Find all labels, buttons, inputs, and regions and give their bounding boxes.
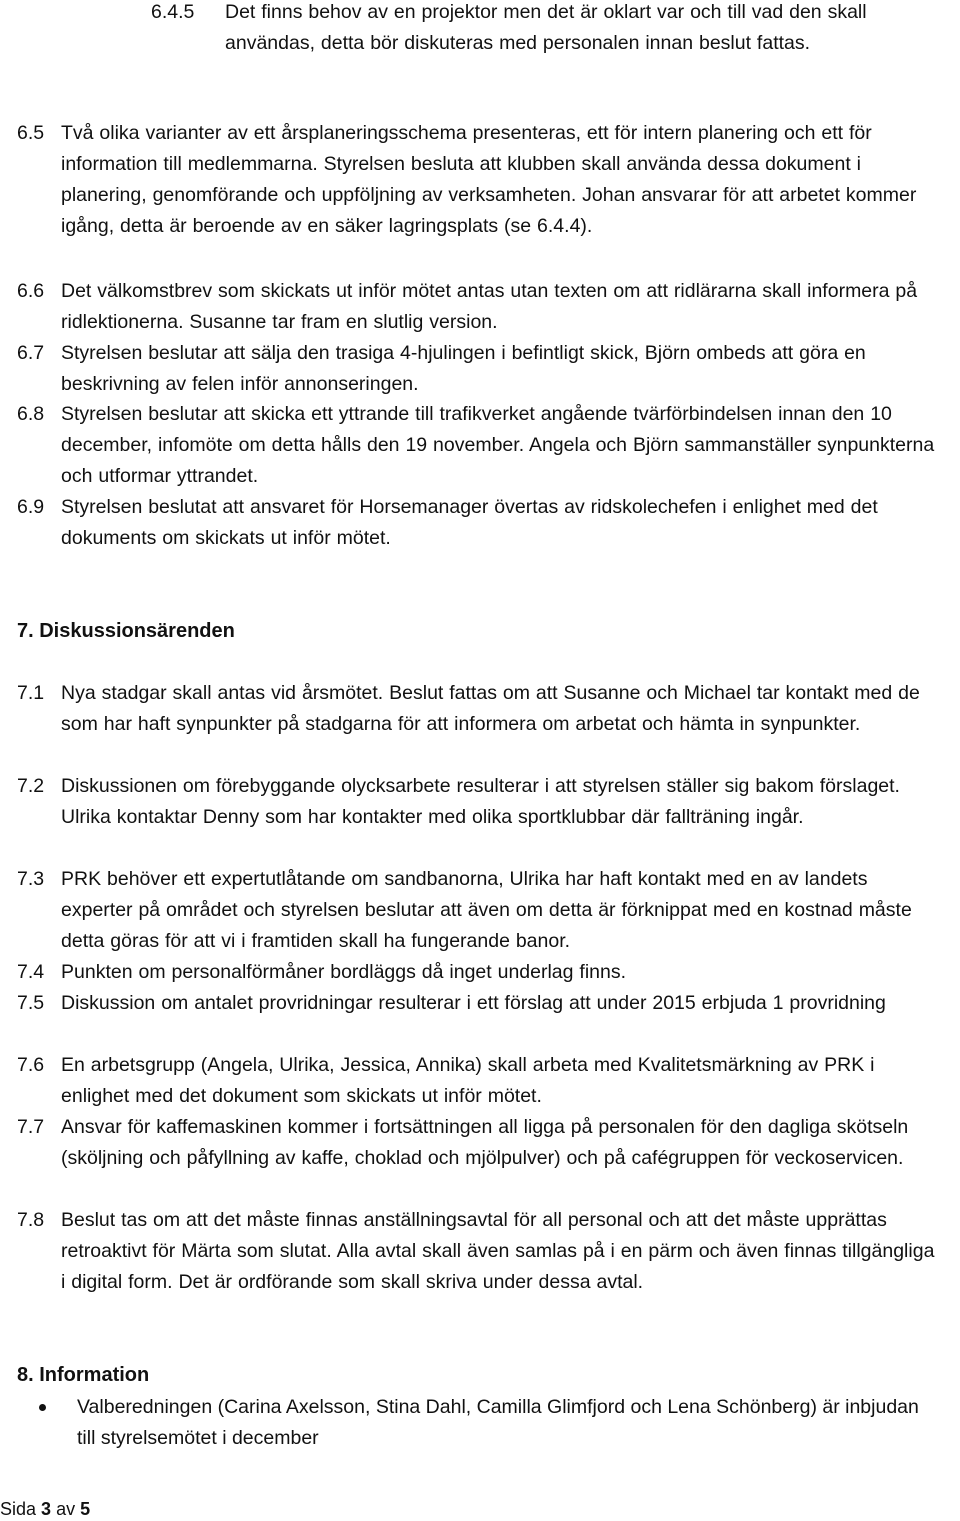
bullet-icon: [39, 1404, 46, 1411]
section-heading-7: 7. Diskussionsärenden: [17, 620, 235, 642]
list-item-7-2: [0, 771, 960, 864]
list-item-7-1: [0, 678, 960, 771]
list-item-7-4: [0, 957, 960, 988]
item-text: Ansvar för kaffemaskinen kommer i fortsättningen all ligga på personalen för den dagliga skötseln (sköljning och påfyllning av kaffe, choklad och mjölpulver) och på cafégruppen för veckoservicen.: [61, 1116, 909, 1169]
item-number: 7.3: [17, 868, 45, 890]
footer-page-number: 3: [41, 1499, 52, 1519]
footer-separator: av: [56, 1499, 76, 1519]
item-text: Styrelsen beslutat att ansvaret för Horsemanager övertas av ridskolechefen i enlighet med det dokuments om skickats ut inför mötet.: [61, 496, 878, 549]
item-text: Det välkomstbrev som skickats ut inför mötet antas utan texten om att ridlärarna skall informera på ridlektionerna. Susanne tar fram en slutlig version.: [61, 280, 918, 333]
item-number: 7.8: [17, 1209, 45, 1231]
list-item-6-9: [0, 492, 960, 554]
item-text: En arbetsgrupp (Angela, Ulrika, Jessica, Annika) skall arbeta med Kvalitetsmärkning av PRK i enlighet med det dokument som skickats ut inför mötet.: [61, 1054, 875, 1107]
footer-total-pages: 5: [80, 1499, 91, 1519]
list-item-7-6: [0, 1050, 960, 1112]
item-number: 6.8: [17, 403, 45, 425]
item-number: 7.2: [17, 775, 45, 797]
footer-prefix: Sida: [0, 1499, 37, 1519]
item-number: 6.7: [17, 342, 45, 364]
item-number: 7.1: [17, 682, 45, 704]
list-item-7-8: [0, 1205, 960, 1329]
item-text: Diskussionen om förebyggande olycksarbete resulterar i att styrelsen ställer sig bakom förslaget. Ulrika kontaktar Denny som har kontakter med olika sportklubbar där fallträning ingår.: [61, 775, 900, 828]
item-text: PRK behöver ett expertutlåtande om sandbanorna, Ulrika har haft kontakt med en av landets experter på området och styrelsen beslutar att även om detta är förknippat med en kostnad måste detta göras för att vi i framtiden skall ha fungerande banor.: [61, 868, 912, 952]
item-number: 7.6: [17, 1054, 45, 1076]
bullet-list-item: [0, 1392, 960, 1454]
item-number: 6.5: [17, 122, 45, 144]
item-text: Det finns behov av en projektor men det är oklart var och till vad den skall användas, detta bör diskuteras med personalen innan beslut fattas.: [225, 1, 867, 54]
page-footer: [0, 1497, 90, 1521]
list-item-6-7: [0, 338, 960, 400]
bullet-text: Valberedningen (Carina Axelsson, Stina Dahl, Camilla Glimfjord och Lena Schönberg) är inbjudan till styrelsemötet i december: [77, 1396, 919, 1449]
item-text: Styrelsen beslutar att skicka ett yttrande till trafikverket angående tvärförbindelsen innan den 10 december, infomöte om detta hålls den 19 november. Angela och Björn sammanställer synpunkterna och utformar yttrandet.: [61, 403, 935, 487]
item-number: 6.9: [17, 496, 45, 518]
item-text: Beslut tas om att det måste finnas anställningsavtal för all personal och att det måste upprättas retroaktivt för Märta som slutat. Alla avtal skall även samlas på i en pärm och även finnas tillgängliga i digital form. Det är ordförande som skall skriva under dessa avtal.: [61, 1209, 935, 1293]
item-number: 7.7: [17, 1116, 45, 1138]
list-item-7-7: [0, 1112, 960, 1205]
item-text: Punkten om personalförmåner bordläggs då inget underlag finns.: [61, 961, 627, 983]
item-text: Två olika varianter av ett årsplaneringsschema presenteras, ett för intern planering och ett för information till medlemmarna. Styrelsen besluta att klubben skall använda dessa dokument i planering, genomförande och uppföljning av verksamheten. Johan ansvarar för att arbetet kommer igång, detta är beroende av en säker lagringsplats (se 6.4.4).: [61, 122, 917, 237]
list-item-6-6: [0, 276, 960, 338]
item-number: 6.6: [17, 280, 45, 302]
list-item-7-5: [0, 988, 960, 1050]
list-item-7-3: [0, 864, 960, 957]
item-number: 6.4.5: [151, 1, 195, 23]
item-text: Styrelsen beslutar att sälja den trasiga 4-hjulingen i befintligt skick, Björn ombeds att göra en beskrivning av felen inför annonseringen.: [61, 342, 866, 395]
list-item-6-4-5: [0, 0, 960, 90]
section-heading-8: 8. Information: [17, 1364, 150, 1386]
item-text: Diskussion om antalet provridningar resulterar i ett förslag att under 2015 erbjuda 1 provridning: [61, 992, 886, 1014]
item-number: 7.4: [17, 961, 45, 983]
item-text: Nya stadgar skall antas vid årsmötet. Beslut fattas om att Susanne och Michael tar kontakt med de som har haft synpunkter på stadgarna för att informera om arbetat och hämta in synpunkter.: [61, 682, 920, 735]
item-number: 7.5: [17, 992, 45, 1014]
list-item-6-5: [0, 118, 960, 273]
list-item-6-8: [0, 399, 960, 492]
